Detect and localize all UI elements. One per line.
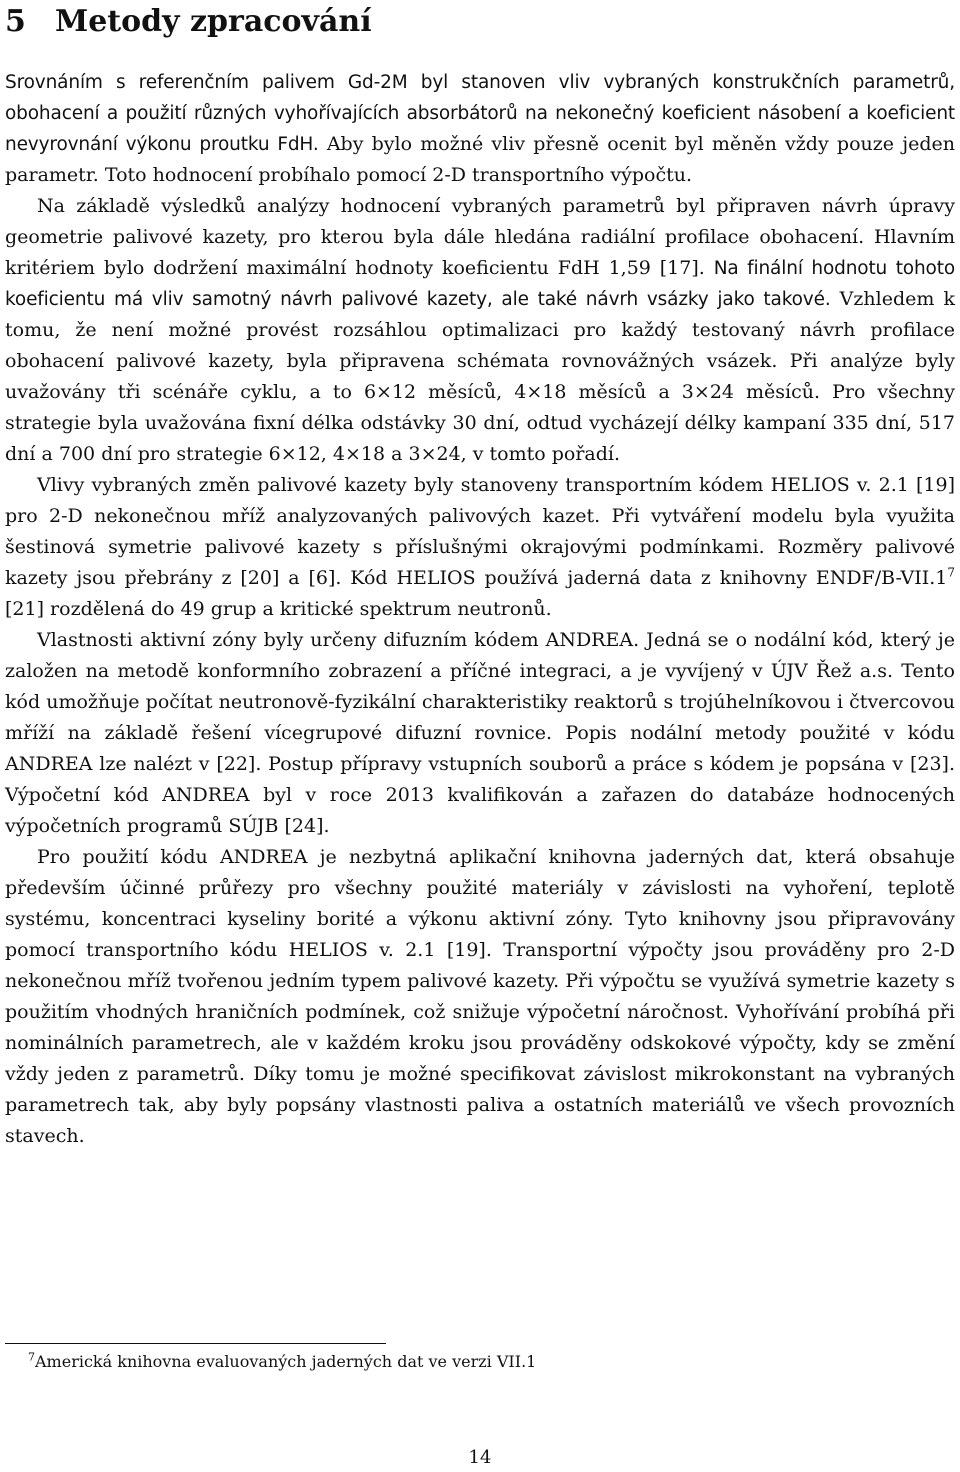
paragraph-1 xyxy=(5,67,955,191)
body-text xyxy=(5,67,955,1152)
p2-sentence-3: Vzhledem k tomu, že není možné provést rozsáhlou optimalizaci pro každý testovaný návrh profilace obohacení palivové kazety, byla připravena schémata rovnovážných vsázek. Při analýze byly uvažovány tři scénáře cyklu, a to 6×12 měsíců, 4×18 měsíců a 3×24 měsíců. Pro všechny strategie byla uvažována fixní délka odstávky 30 dní, odtud vycházejí délky kampaní 335 dní, 517 dní a 700 dní pro strategie 6×12, 4×18 a 3×24, v tomto pořadí. xyxy=(5,288,955,465)
section-heading xyxy=(5,0,955,48)
paragraph-3 xyxy=(5,470,955,625)
section-number: 5 xyxy=(5,4,26,39)
footnote-divider xyxy=(5,1343,386,1344)
p3-text-after-footnote: [21] rozdělená do 49 grup a kritické spektrum neutronů. xyxy=(5,598,552,620)
paragraph-4: Vlastnosti aktivní zóny byly určeny difuzním kódem ANDREA. Jedná se o nodální kód, který je založen na metodě konformního zobrazení a příčné integraci, a je vyvíjený v ÚJV Řež a.s. Tento kód umožňuje počítat neutronově-fyzikální charakteristiky reaktorů s trojúhelníkovou i čtvercovou mříží na základě řešení vícegrupové difuzní rovnice. Popis nodální metody použité v kódu ANDREA lze nalézt v [22]. Postup přípravy vstupních souborů a práce s kódem je popsána v [23]. Výpočetní kód ANDREA byl v roce 2013 kvalifikován a zařazen do databáze hodnocených výpočetních programů SÚJB [24]. xyxy=(5,629,955,837)
p1-sentence-2: Aby bylo možné vliv přesně ocenit byl měněn vždy pouze jeden parametr. xyxy=(5,133,955,186)
paragraph-5: Pro použití kódu ANDREA je nezbytná aplikační knihovna jaderných dat, která obsahuje především účinné průřezy pro všechny použité materiály v závislosti na vyhoření, teplotě systému, koncentraci kyseliny borité a výkonu aktivní zóny. Tyto knihovny jsou připravovány pomocí transportního kódu HELIOS v. 2.1 [19]. Transportní výpočty jsou prováděny pro 2-D nekonečnou mříž tvořenou jedním typem palivové kazety. Při výpočtu se využívá symetrie kazety s použitím vhodných hraničních podmínek, což snižuje výpočetní náročnost. Vyhořívání probíhá při nominálních parametrech, ale v každém kroku jsou prováděny odskokové výpočty, kdy se změní vždy jeden z parametrů. Díky tomu je možné specifikovat závislost mikrokonstant na vybraných parametrech tak, aby byly popsány vlastnosti paliva a ostatních materiálů ve všech provozních stavech. xyxy=(5,846,955,1147)
document-page xyxy=(5,0,955,1152)
p2-sentence-1: Na základě výsledků analýzy hodnocení vybraných parametrů byl připraven návrh úpravy geometrie palivové kazety, pro kterou byla dále hledána radiální profilace obohacení. Hlavním kritériem bylo dodržení maximální hodnoty koeficientu FdH 1,59 [17]. xyxy=(5,195,955,279)
section-title: Metody zpracování xyxy=(55,4,372,39)
footnote-text: Americká knihovna evaluovaných jaderných dat ve verzi VII.1 xyxy=(35,1352,537,1371)
p1-sentence-3: Toto hodnocení probíhalo pomocí 2-D transportního výpočtu. xyxy=(104,164,693,186)
page-number: 14 xyxy=(468,1447,492,1468)
p2-sentence-2: Na finální hodnotu tohoto koeficientu má vliv samotný návrh palivové kazety, ale také návrh vsázky jako takové. xyxy=(5,258,955,310)
footnote-mark: 7 xyxy=(28,1350,35,1364)
footnote xyxy=(28,1350,828,1374)
p3-text-before-footnote: Vlivy vybraných změn palivové kazety byly stanoveny transportním kódem HELIOS v. 2.1 [19] pro 2-D nekonečnou mříž analyzovaných palivových kazet. Při vytváření modelu byla využita šestinová symetrie palivové kazety s příslušnými okrajovými podmínkami. Rozměry palivové kazety jsou přebrány z [20] a [6]. Kód HELIOS používá jaderná data z knihovny ENDF/B-VII.1 xyxy=(5,474,955,589)
paragraph-2 xyxy=(5,191,955,470)
p1-sentence-1: Srovnáním s referenčním palivem Gd-2M byl stanoven vliv vybraných konstrukčních parametrů, obohacení a použití různých vyhořívajících absorbátorů na nekonečný koeficient násobení a koeficient nevyrovnání výkonu proutku FdH. xyxy=(5,72,955,155)
footnote-reference[interactable]: 7 xyxy=(947,565,955,580)
